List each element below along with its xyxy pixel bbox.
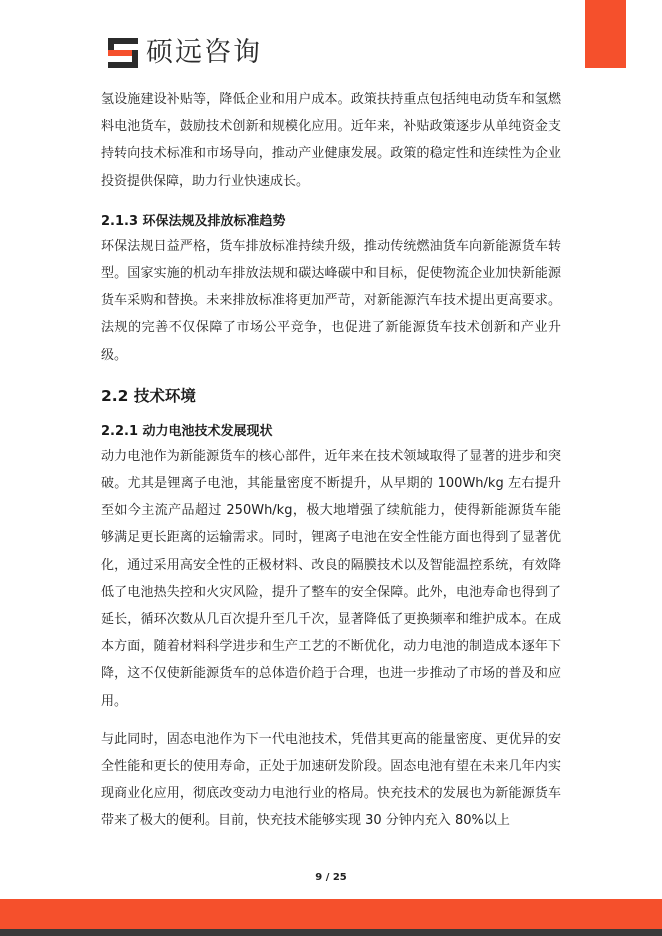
brand-name: 硕远咨询 [146,37,262,68]
paragraph-policy-subsidy: 氢设施建设补贴等，降低企业和用户成本。政策扶持重点包括纯电动货车和氢燃料电池货车，鼓励技术创新和规模化应用。近年来，补贴政策逐步从单纯资金支持转向技术标准和市场导向，推动产业健康发展。政策的稳定性和连续性为企业投资提供保障，助力行业快速成长。 [101,92,561,189]
page-number: 9 / 25 [315,872,347,883]
footer-bar [0,899,662,929]
paragraph-battery-status: 动力电池作为新能源货车的核心部件，近年来在技术领域取得了显著的进步和突破。尤其是锂离子电池，其能量密度不断提升，从早期的 100Wh/kg 左右提升至如今主流产品超过 250Wh/kg，极大地增强了续航能力，使得新能源货车能够满足更长距离的运输需求。同时，锂离子电池在安全性能方面也得到了显著优化，通过采用高安全性的正极材料、改良的隔膜技术以及智能温控系统，有效降低了电池热失控和火灾风险，提升了整车的安全保障。此外，电池寿命也得到了延长，循环次数从几百次提升至几千次，显著降低了更换频率和维护成本。在成本方面，随着材料科学进步和生产工艺的不断优化，动力电池的制造成本逐年下降，这不仅使新能源货车的总体造价趋于合理，也进一步推动了市场的普及和应用。 [101,448,561,709]
brand-logo [108,36,262,70]
heading-2-2: 2.2 技术环境 [101,386,196,405]
heading-2-2-1: 2.2.1 动力电池技术发展现状 [101,423,273,439]
corner-accent-tab [585,0,626,68]
paragraph-emission-standards: 环保法规日益严格，货车排放标准持续升级，推动传统燃油货车向新能源货车转型。国家实施的机动车排放法规和碳达峰碳中和目标，促使物流企业加快新能源货车采购和替换。未来排放标准将更加严苛，对新能源汽车技术提出更高要求。法规的完善不仅保障了市场公平竞争，也促进了新能源货车技术创新和产业升级。 [101,238,561,363]
paragraph-solid-state-battery: 与此同时，固态电池作为下一代电池技术，凭借其更高的能量密度、更优异的安全性能和更长的使用寿命，正处于加速研发阶段。固态电池有望在未来几年内实现商业化应用，彻底改变动力电池行业的格局。快充技术的发展也为新能源货车带来了极大的便利。目前，快充技术能够实现 30 分钟内充入 80%以上 [101,731,561,829]
footer-bar-dark [0,929,662,936]
document-body [101,86,561,835]
heading-2-1-3: 2.1.3 环保法规及排放标准趋势 [101,213,286,229]
logo-mark-icon [108,38,138,68]
